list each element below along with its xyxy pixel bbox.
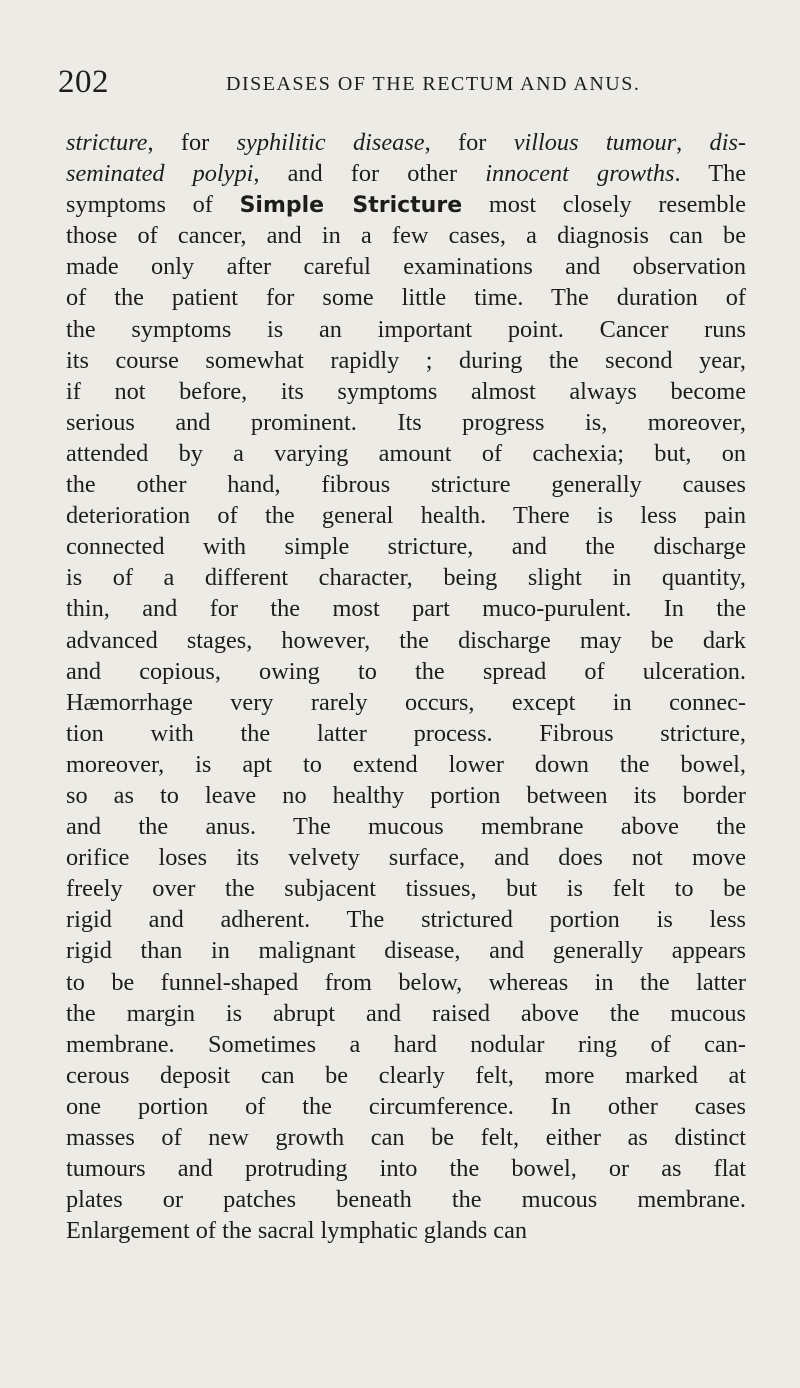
text-line: serious and prominent. Its progress is, moreover, (66, 408, 746, 436)
text-line: deterioration of the general health. There is less pain (66, 502, 746, 530)
text-line: attended by a varying amount of cachexia; but, on (66, 439, 746, 467)
body-paragraph (66, 127, 746, 1246)
text-line: rigid than in malignant disease, and generally appears (66, 937, 746, 965)
text-segment: most closely resemble (462, 191, 746, 219)
text-line (66, 158, 746, 189)
page-number: 202 (58, 64, 109, 100)
text-line: of the patient for some little time. The duration of (66, 284, 746, 312)
text-segment: , and for other (253, 160, 486, 188)
text-line: moreover, is apt to extend lower down the bowel, (66, 750, 746, 778)
text-line (66, 189, 746, 220)
page-header (58, 62, 748, 102)
text-line: those of cancer, and in a few cases, a diagnosis can be (66, 222, 746, 250)
text-line: and the anus. The mucous membrane above the (66, 813, 746, 841)
text-line: thin, and for the most part muco-purulent. In the (66, 595, 746, 623)
text-line: its course somewhat rapidly ; during the second year, (66, 346, 746, 374)
text-line: one portion of the circumference. In other cases (66, 1092, 746, 1120)
text-line: masses of new growth can be felt, either as distinct (66, 1124, 746, 1151)
text-line: cerous deposit can be clearly felt, more marked at (66, 1061, 746, 1089)
text-line: the margin is abrupt and raised above the mucous (66, 999, 746, 1027)
text-line: if not before, its symptoms almost always become (66, 377, 746, 405)
text-segment: , for (147, 129, 237, 156)
text-line: to be funnel-shaped from below, whereas in the latter (66, 968, 746, 996)
text-line: so as to leave no healthy portion between its border (66, 781, 746, 809)
text-line: advanced stages, however, the discharge may be dark (66, 626, 746, 654)
text-line: orifice loses its velvety surface, and does not move (66, 844, 746, 872)
text-line: connected with simple stricture, and the discharge (66, 533, 746, 561)
text-line: membrane. Sometimes a hard nodular ring of can- (66, 1030, 746, 1058)
italic-term: stricture (66, 129, 148, 156)
text-segment: , for (424, 129, 514, 156)
italic-term: syphilitic disease (236, 129, 425, 156)
running-head: DISEASES OF THE RECTUM AND ANUS. (226, 73, 641, 95)
italic-term: innocent growths (485, 160, 675, 188)
text-line: is of a different character, being slight in quantity, (66, 564, 746, 592)
italic-term: villous tumour (513, 129, 677, 156)
italic-term: dis- (709, 129, 746, 156)
text-line: rigid and adherent. The strictured portion is less (66, 906, 746, 934)
text-segment: symptoms of (66, 191, 240, 219)
text-line: the symptoms is an important point. Cancer runs (66, 315, 746, 343)
text-segment: . The (674, 160, 746, 188)
bold-term: Simple Stricture (239, 193, 463, 219)
text-line (66, 127, 746, 158)
text-line: Hæmorrhage very rarely occurs, except in connec- (66, 688, 746, 716)
text-line: Enlargement of the sacral lymphatic glands can (66, 1217, 528, 1245)
text-line: tumours and protruding into the bowel, or as flat (66, 1155, 746, 1183)
text-line: plates or patches beneath the mucous membrane. (66, 1186, 746, 1214)
italic-term: seminated polypi (66, 160, 254, 188)
text-line: made only after careful examinations and observation (66, 253, 746, 281)
text-line: freely over the subjacent tissues, but is felt to be (66, 875, 746, 903)
text-segment: , (676, 129, 710, 156)
text-line: the other hand, fibrous stricture generally causes (66, 471, 746, 499)
text-line: and copious, owing to the spread of ulceration. (66, 657, 746, 685)
text-line: tion with the latter process. Fibrous stricture, (66, 719, 746, 747)
